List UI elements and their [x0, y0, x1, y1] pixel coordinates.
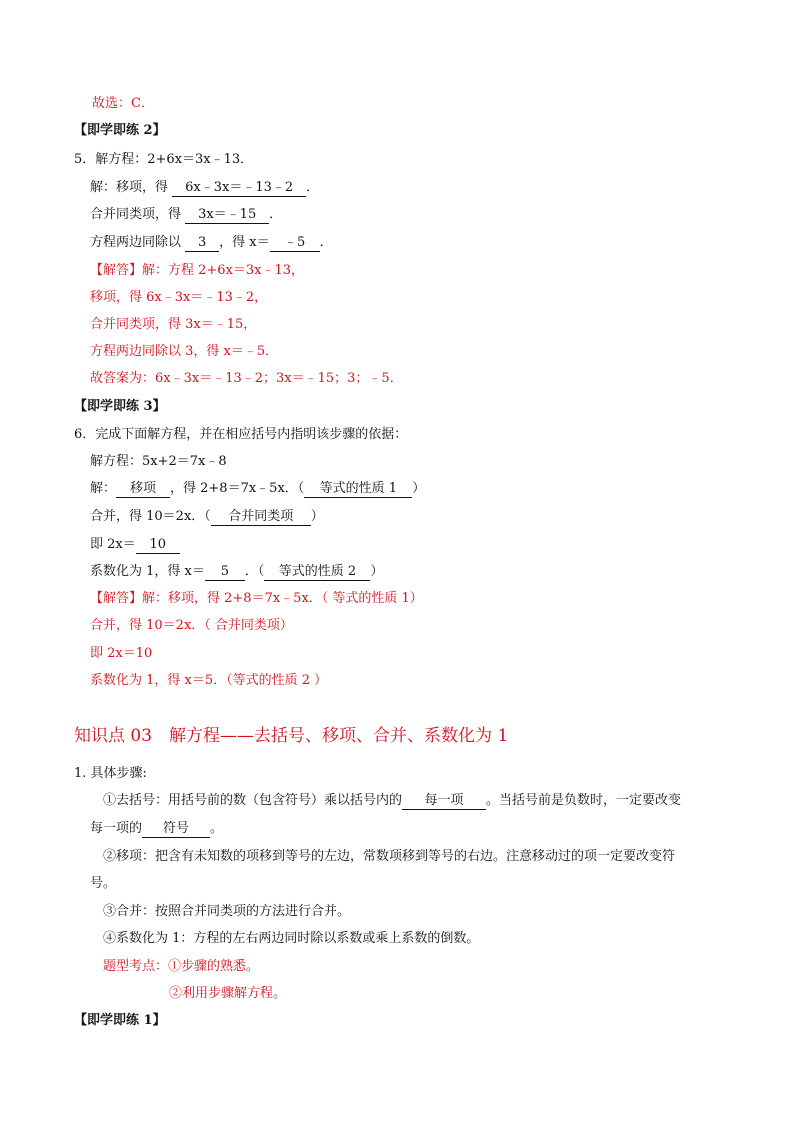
kp03-step2-line2: 号。: [90, 876, 117, 891]
q5-step3-mid: ，得 x＝: [219, 235, 270, 250]
q6-line-1: [90, 480, 425, 498]
kp03-step1-text-a: ①去括号：用括号前的数（包含符号）乘以括号内的: [103, 793, 403, 808]
q6-line-1-blank1: 移项: [116, 481, 170, 498]
kp03-tip-2: ②利用步骤解方程。: [169, 986, 287, 1001]
kp03-step1-text-d: 。: [210, 821, 224, 836]
q6-line-1-suffix: ）: [412, 481, 426, 496]
q5-solution-line-2: 移项，得 6x﹣3x＝﹣13﹣2，: [90, 290, 268, 305]
q6-solution-line-1: 【解答】解：移项，得 2+8＝7x﹣5x．（ 等式的性质 1）: [90, 591, 423, 606]
kp03-step1-line2: [90, 820, 223, 838]
q6-solution-line-4: 系数化为 1，得 x＝5．（等式的性质 2 ）: [90, 673, 328, 688]
q5-step1-suffix: ．: [306, 180, 320, 195]
previous-answer: 故选：C．: [92, 96, 154, 111]
q6-line-4-blank2: 等式的性质 2: [264, 564, 370, 581]
q5-step3-prefix: 方程两边同除以: [90, 235, 182, 250]
q5-step2-prefix: 合并同类项，得: [90, 207, 182, 222]
practice-1-title: 【即学即练 1】: [74, 1013, 166, 1028]
kp03-tip-1: 题型考点：①步骤的熟悉。: [103, 959, 260, 974]
q6-line-1-prefix: 解：: [90, 481, 117, 496]
q5-solution-line-3: 合并同类项，得 3x＝﹣15，: [90, 317, 257, 332]
q6-equation: 解方程：5x+2＝7x﹣8: [90, 454, 227, 469]
q6-line-4-prefix: 系数化为 1，得 x＝: [90, 564, 205, 579]
q6-line-3-blank: 10: [136, 537, 180, 554]
q6-line-2-blank: 合并同类项: [211, 509, 311, 526]
q5-solution-line-4: 方程两边同除以 3，得 x＝﹣5．: [90, 344, 279, 359]
q5-step2-blank: 3x＝﹣15: [185, 207, 269, 224]
q6-stem: 6．完成下面解方程，并在相应括号内指明该步骤的依据：: [74, 427, 408, 442]
q6-solution-line-3: 即 2x＝10: [90, 646, 153, 661]
practice-3-title: 【即学即练 3】: [74, 399, 166, 414]
kp03-step3: ③合并：按照合并同类项的方法进行合并。: [103, 904, 351, 919]
q6-line-2: [90, 508, 324, 526]
kp03-step1-text-b: 。当括号前是负数时，一定要改变: [486, 793, 682, 808]
kp03-step1-blank2: 符号: [142, 821, 210, 838]
q6-line-3: [90, 536, 180, 554]
q6-line-4: [90, 563, 383, 581]
q6-line-4-mid: ．（: [244, 564, 265, 579]
q6-line-4-suffix: ）: [370, 564, 384, 579]
q6-line-2-suffix: ）: [310, 509, 324, 524]
q5-solution-line-1: 【解答】解：方程 2+6x＝3x﹣13，: [90, 263, 305, 278]
knowledge-point-03-heading: 知识点 03 解方程——去括号、移项、合并、系数化为 1: [74, 726, 509, 746]
q5-step2: [90, 206, 282, 224]
q6-line-1-blank2: 等式的性质 1: [304, 481, 412, 498]
q6-line-3-prefix: 即 2x＝: [90, 537, 136, 552]
q5-step2-suffix: ．: [269, 207, 283, 222]
kp03-step1-text-c: 每一项的: [90, 821, 143, 836]
q6-solution-line-2: 合并，得 10＝2x．（ 合并同类项）: [90, 618, 293, 633]
kp03-step1-blank: 每一项: [402, 793, 486, 810]
q5-step1-blank: 6x﹣3x＝﹣13﹣2: [172, 180, 306, 197]
practice-2-title: 【即学即练 2】: [74, 123, 166, 138]
q5-stem: 5．解方程：2+6x＝3x﹣13．: [74, 152, 254, 167]
q5-step1-prefix: 解：移项，得: [90, 180, 169, 195]
kp03-step2-line1: ②移项：把含有未知数的项移到等号的左边，常数项移到等号的右边。注意移动过的项一定要改变符: [103, 849, 676, 864]
q6-line-1-mid: ，得 2+8＝7x﹣5x．（: [170, 481, 305, 496]
kp03-step4: ④系数化为 1：方程的左右两边同时除以系数或乘上系数的倒数。: [103, 931, 480, 946]
q5-step3: [90, 234, 333, 252]
q5-solution-line-5: 故答案为：6x﹣3x＝﹣13﹣2；3x＝﹣15；3；﹣5．: [90, 371, 403, 386]
kp03-intro: 1. 具体步骤:: [74, 766, 147, 781]
kp03-step1-line1: [103, 792, 681, 810]
q5-step3-blank1: 3: [185, 235, 219, 252]
q6-line-2-prefix: 合并，得 10＝2x．（: [90, 509, 211, 524]
q5-step3-suffix: ．: [319, 235, 333, 250]
q6-line-4-blank1: 5: [205, 564, 245, 581]
q5-step3-blank2: ﹣5: [270, 235, 320, 252]
q5-step1: [90, 179, 319, 197]
